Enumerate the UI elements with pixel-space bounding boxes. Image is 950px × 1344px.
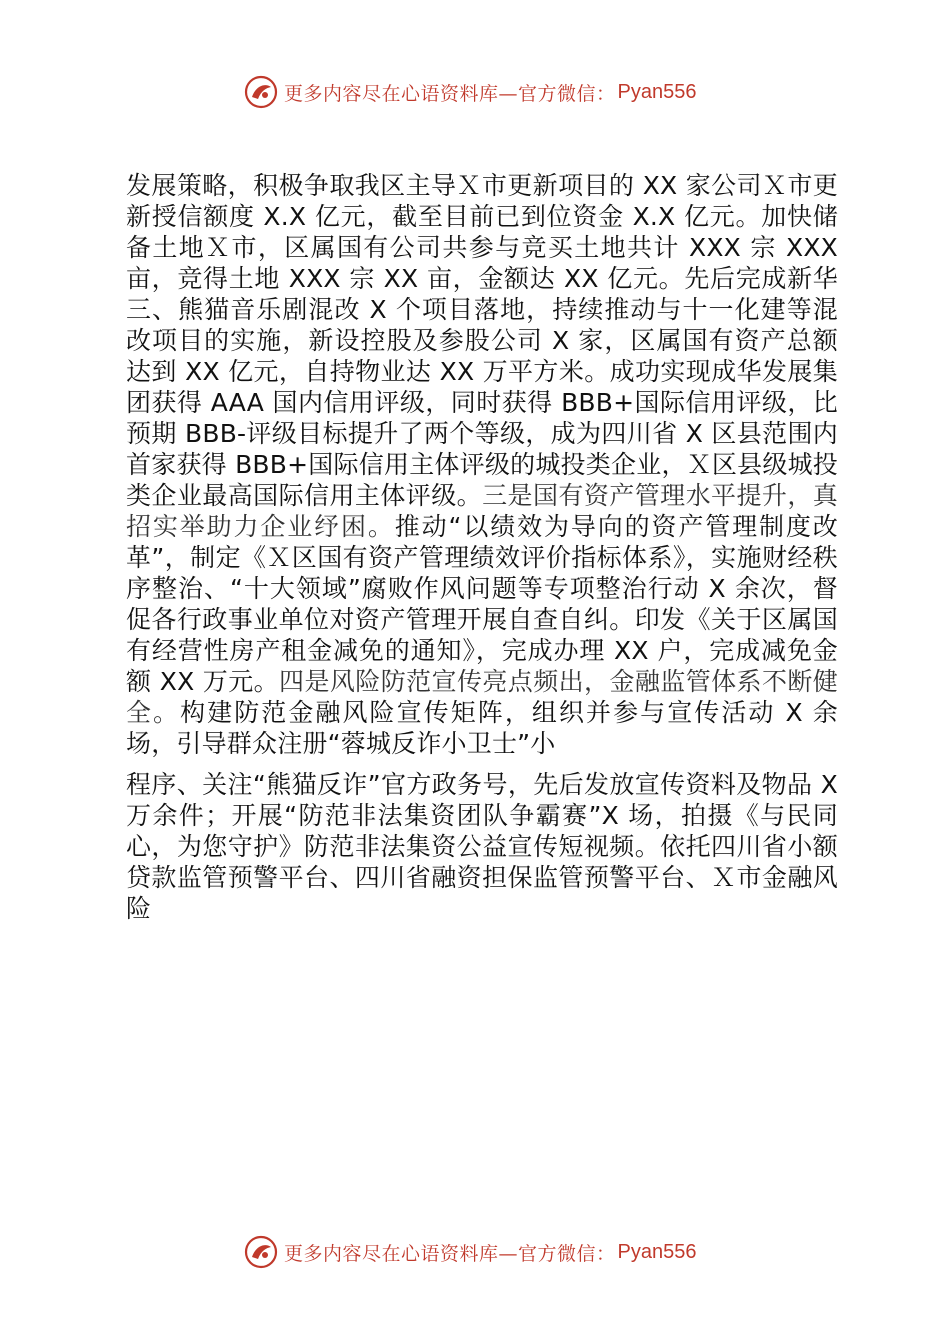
brand-logo-icon bbox=[244, 1235, 278, 1269]
document-body bbox=[126, 170, 838, 924]
paragraph-1-part-3: 推动“以绩效为导向的资产管理制度改革”，制定《Ｘ区国有资产管理绩效评价指标体系》，实施财经秩序整治、“十大领域”腐败作风问题等专项整治行动 X 余次，督促各行政事业单位对资产管理开展自查自纠。印发《关于区属国有经营性房产租金减免的通知》，完成办理 XX 户，完成减免金额 XX 万元。 bbox=[126, 512, 838, 696]
paragraph-2: 程序、关注“熊猫反诈”官方政务号，先后发放宣传资料及物品 X 万余件；开展“防范非法集资团队争霸赛”X 场，拍摄《与民同心，为您守护》防范非法集资公益宣传短视频。依托四川省小额贷款监管预警平台、四川省融资担保监管预警平台、Ｘ市金融风险 bbox=[126, 770, 838, 923]
footer-banner bbox=[244, 1234, 764, 1270]
header-banner-id: Pyan556 bbox=[617, 80, 697, 103]
footer-banner-separator: —官方微信： bbox=[498, 1242, 616, 1265]
header-banner-text: 更多内容尽在心语资料库 bbox=[284, 82, 499, 105]
section-heading-4: 四是风险防范宣传亮点频出，金融监管体系不断健全。 bbox=[126, 667, 838, 727]
section-heading-3: 三是国有资产管理水平提升，真招实举助力企业纾困。 bbox=[126, 481, 838, 541]
brand-logo-icon bbox=[244, 75, 278, 109]
paragraph-1 bbox=[126, 170, 838, 759]
footer-banner-id: Pyan556 bbox=[617, 1240, 697, 1263]
footer-banner-text: 更多内容尽在心语资料库 bbox=[284, 1242, 499, 1265]
header-banner bbox=[244, 74, 764, 110]
paragraph-1-part-5: 构建防范金融风险宣传矩阵，组织并参与宣传活动 X 余场，引导群众注册“蓉城反诈小卫士”小 bbox=[126, 698, 838, 758]
paragraph-1-part-1: 发展策略，积极争取我区主导Ｘ市更新项目的 XX 家公司Ｘ市更新授信额度 X.X 亿元，截至目前已到位资金 X.X 亿元。加快储备土地Ｘ市，区属国有公司共参与竞买土地共计 XXX 宗 XXX 亩，竞得土地 XXX 宗 XX 亩，金额达 XX 亿元。先后完成新华三、熊猫音乐剧混改 X 个项目落地，持续推动与十一化建等混改项目的实施，新设控股及参股公司 X 家，区属国有资产总额达到 XX 亿元，自持物业达 XX 万平方米。成功实现成华发展集团获得 AAA 国内信用评级，同时获得 BBB+国际信用评级，比预期 BBB-评级目标提升了两个等级，成为四川省 X 区县范围内首家获得 BBB+国际信用主体评级的城投类企业，Ｘ区县级城投类企业最高国际信用主体评级。 bbox=[126, 171, 838, 510]
header-banner-separator: —官方微信： bbox=[498, 82, 616, 105]
